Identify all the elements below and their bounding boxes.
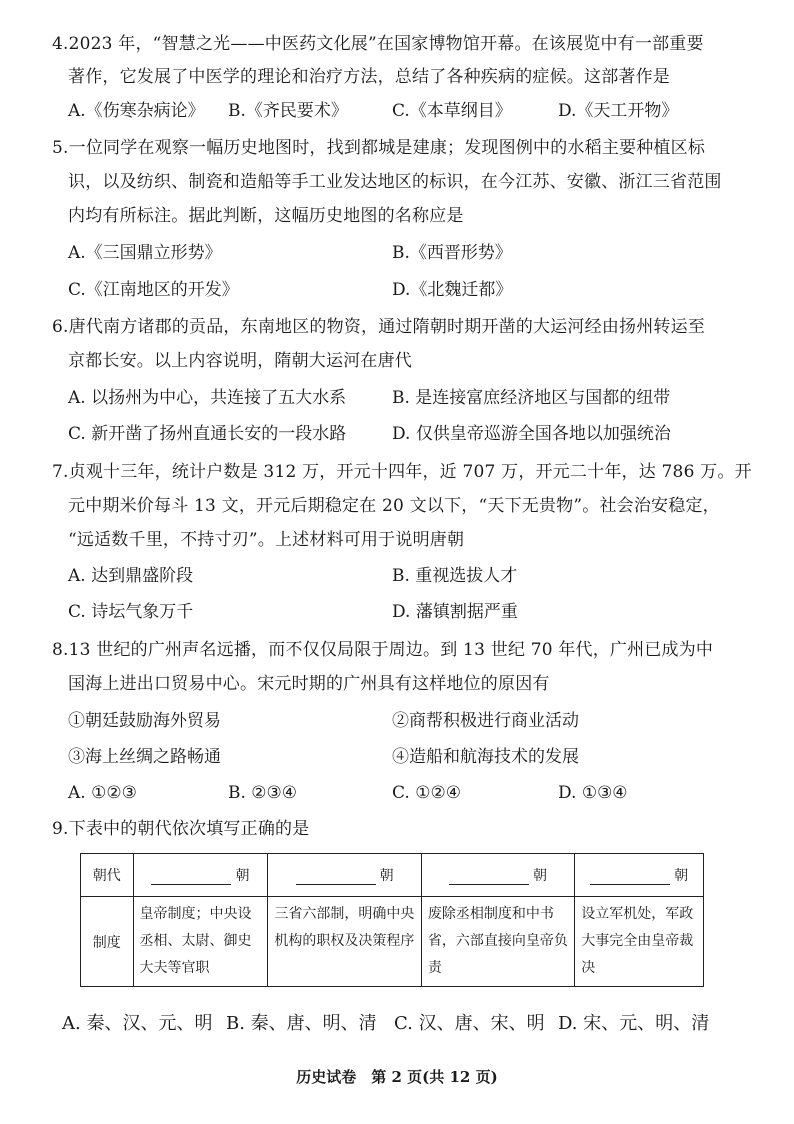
system-cell-2: 三省六部制，明确中央机构的职权及决策程序 (268, 897, 421, 987)
q7-stem-line1: 7.贞观十三年，统计户数是 312 万，开元十四年，近 707 万，开元二十年，达 786 万。开 (52, 462, 752, 482)
q5-stem-line3: 内均有所标注。据此判断，这幅历史地图的名称应是 (68, 206, 464, 226)
q8-stem-line1: 8.13 世纪的广州声名远播，而不仅仅局限于周边。到 13 世纪 70 年代，广州已成为中 (52, 640, 714, 660)
q7-option-d: D. 藩镇割据严重 (392, 602, 518, 622)
table-row (81, 854, 704, 897)
q4-option-b: B.《齐民要术》 (228, 101, 348, 121)
q4-stem-line1: 4.2023 年，“智慧之光——中医药文化展”在国家博物馆开幕。在该展览中有一部重要 (52, 34, 704, 54)
q8-option-b: B. ②③④ (228, 783, 298, 803)
system-cell-4: 设立军机处，军政大事完全由皇帝裁决 (575, 897, 704, 987)
q7-option-a: A. 达到鼎盛阶段 (68, 566, 194, 586)
q7-option-b: B. 重视选拔人才 (392, 566, 518, 586)
q7-option-c: C. 诗坛气象万千 (68, 602, 194, 622)
q7-stem-line3: “远适数千里，不持寸刃”。上述材料可用于说明唐朝 (68, 530, 465, 550)
q8-stem-line2: 国海上进出口贸易中心。宋元时期的广州具有这样地位的原因有 (68, 674, 550, 694)
q8-option-c: C. ①②④ (392, 783, 461, 803)
q6-option-a: A. 以扬州为中心，共连接了五大水系 (68, 388, 347, 408)
q5-stem-line1: 5.一位同学在观察一幅历史地图时，找到都城是建康；发现图例中的水稻主要种植区标 (52, 138, 706, 158)
q6-stem-line2: 京都长安。以上内容说明，隋朝大运河在唐代 (68, 351, 412, 371)
dynasty-blank-4: 朝 (575, 854, 704, 897)
dynasty-blank-3: 朝 (421, 854, 574, 897)
q5-option-c: C.《江南地区的开发》 (68, 280, 239, 300)
dynasty-blank-1: 朝 (133, 854, 268, 897)
q9-stem: 9.下表中的朝代依次填写正确的是 (52, 819, 310, 839)
q5-stem-line2: 识，以及纺织、制瓷和造船等手工业发达地区的标识，在今江苏、安徽、浙江三省范围 (68, 172, 722, 192)
q8-item-3: ③海上丝绸之路畅通 (68, 747, 221, 767)
q6-option-b: B. 是连接富庶经济地区与国都的纽带 (392, 388, 671, 408)
q8-option-a: A. ①②③ (68, 783, 137, 803)
q8-option-d: D. ①③④ (558, 783, 628, 803)
q5-option-b: B.《西晋形势》 (392, 243, 512, 263)
dynasty-blank-2: 朝 (268, 854, 421, 897)
row-header-dynasty: 朝代 (81, 854, 134, 897)
q5-option-a: A.《三国鼎立形势》 (68, 243, 222, 263)
page-footer: 历史试卷 第 2 页(共 12 页) (296, 1068, 498, 1086)
q8-item-1: ①朝廷鼓励海外贸易 (68, 711, 221, 731)
q4-option-c: C.《本草纲目》 (392, 101, 512, 121)
q9-option-a: A. 秦、汉、元、明 (62, 1013, 213, 1034)
row-header-system: 制度 (81, 897, 134, 987)
q4-option-a: A.《伤寒杂病论》 (68, 101, 205, 121)
q6-option-d: D. 仅供皇帝巡游全国各地以加强统治 (392, 424, 671, 444)
q8-item-4: ④造船和航海技术的发展 (392, 747, 579, 767)
q9-option-d: D. 宋、元、明、清 (558, 1013, 710, 1034)
table-row (81, 897, 704, 987)
system-cell-1: 皇帝制度；中央设丞相、太尉、御史大夫等官职 (133, 897, 268, 987)
q6-stem-line1: 6.唐代南方诸郡的贡品，东南地区的物资，通过隋朝时期开凿的大运河经由扬州转运至 (52, 317, 706, 337)
q4-option-d: D.《天工开物》 (558, 101, 679, 121)
q7-stem-line2: 元中期米价每斗 13 文，开元后期稳定在 20 文以下，“天下无贵物”。社会治安稳定， (68, 496, 720, 516)
q9-option-b: B. 秦、唐、明、清 (226, 1013, 377, 1034)
q5-option-d: D.《北魏迁都》 (392, 280, 513, 300)
system-cell-3: 废除丞相制度和中书省，六部直接向皇帝负责 (421, 897, 574, 987)
q9-option-c: C. 汉、唐、宋、明 (394, 1013, 545, 1034)
q4-stem-line2: 著作，它发展了中医学的理论和治疗方法，总结了各种疾病的症候。这部著作是 (68, 67, 670, 87)
q6-option-c: C. 新开凿了扬州直通长安的一段水路 (68, 424, 347, 444)
q8-item-2: ②商帮积极进行商业活动 (392, 711, 579, 731)
dynasty-table (80, 853, 704, 987)
